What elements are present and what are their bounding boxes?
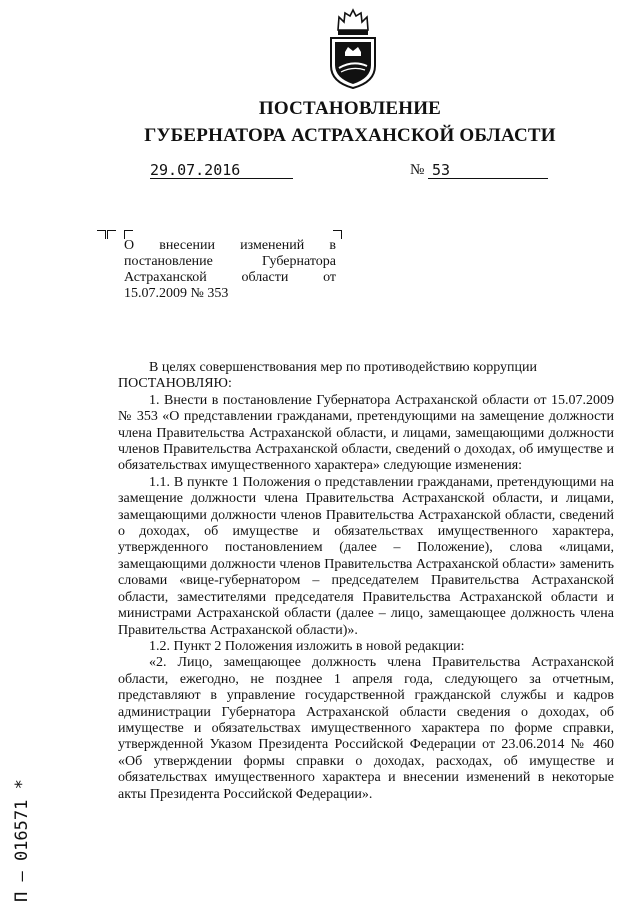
paragraph-1: 1. Внести в постановление Губернатора Астраханской области от 15.07.2009 № 353 «О представлении гражданами, претендующими на замещение должности члена Правительства Астраханской области, и лицами, замещающими должности членов Правительства Астраханской области, сведений о доходах, об имуществе и обязательствах имущественного характера» следующие изменения: [118,392,614,474]
margin-stamp [12,732,52,902]
paragraph-1-2: 1.2. Пункт 2 Положения изложить в новой редакции: [149,638,465,654]
number-sign: № [410,162,425,178]
number-underline [428,178,548,179]
document-body [118,360,614,803]
preamble-paragraph: В целях совершенствования мер по противодействию коррупции [149,360,538,375]
document-date: 29.07.2016 [150,161,241,179]
issuer-title: ГУБЕРНАТОРА АСТРАХАНСКОЙ ОБЛАСТИ [144,125,556,146]
coat-of-arms-icon [325,8,381,90]
paragraph-1-1: 1.1. В пункте 1 Положения о представлении гражданами, претендующими на замещение должности члена Правительства Астраханской области, и лицами, замещающими должности членов Правительства Астраханской области, сведений о доходах, об имуществе и обязательствах имущественного характера, утвержденного постановлением (далее – Положение), слова «лицами, замещающими должности членов Правительства Астраханской области» заменить словами «вице-губернатором – председателем Правительства Астраханской области, заместителями председателя Правительства Астраханской области и министрами Астраханской области (далее – лицо, замещающее должность члена Правительства Астраханской области)». [118,474,614,638]
document-type-title: ПОСТАНОВЛЕНИЕ [258,98,442,119]
margin-stamp-text: П – 016571 * [12,779,32,902]
subject-bracket-b-icon [107,230,116,239]
date-underline [150,178,293,179]
subject-bracket-a-icon [97,230,106,239]
decree-word: ПОСТАНОВЛЯЮ: [118,376,232,392]
document-number: 53 [432,161,451,179]
document-subject: О внесении изменений в постановление Губернатора Астраханской области от 15.07.2009 № 353 [124,238,336,301]
paragraph-1-2-text: «2. Лицо, замещающее должность члена Правительства Астраханской области, ежегодно, не позднее 1 апреля года, следующего за отчетным, представляют в управление государственной гражданской службы и кадров администрации Губернатора Астраханской области сведения о доходах, об имуществе и обязательствах имущественного характера по форме справки, утвержденной Указом Президента Российской Федерации от 23.06.2014 № 460 «Об утверждении формы справки о доходах, расходах, об имуществе и обязательствах имущественного характера и внесении изменений в некоторые акты Президента Российской Федерации». [118,655,614,802]
